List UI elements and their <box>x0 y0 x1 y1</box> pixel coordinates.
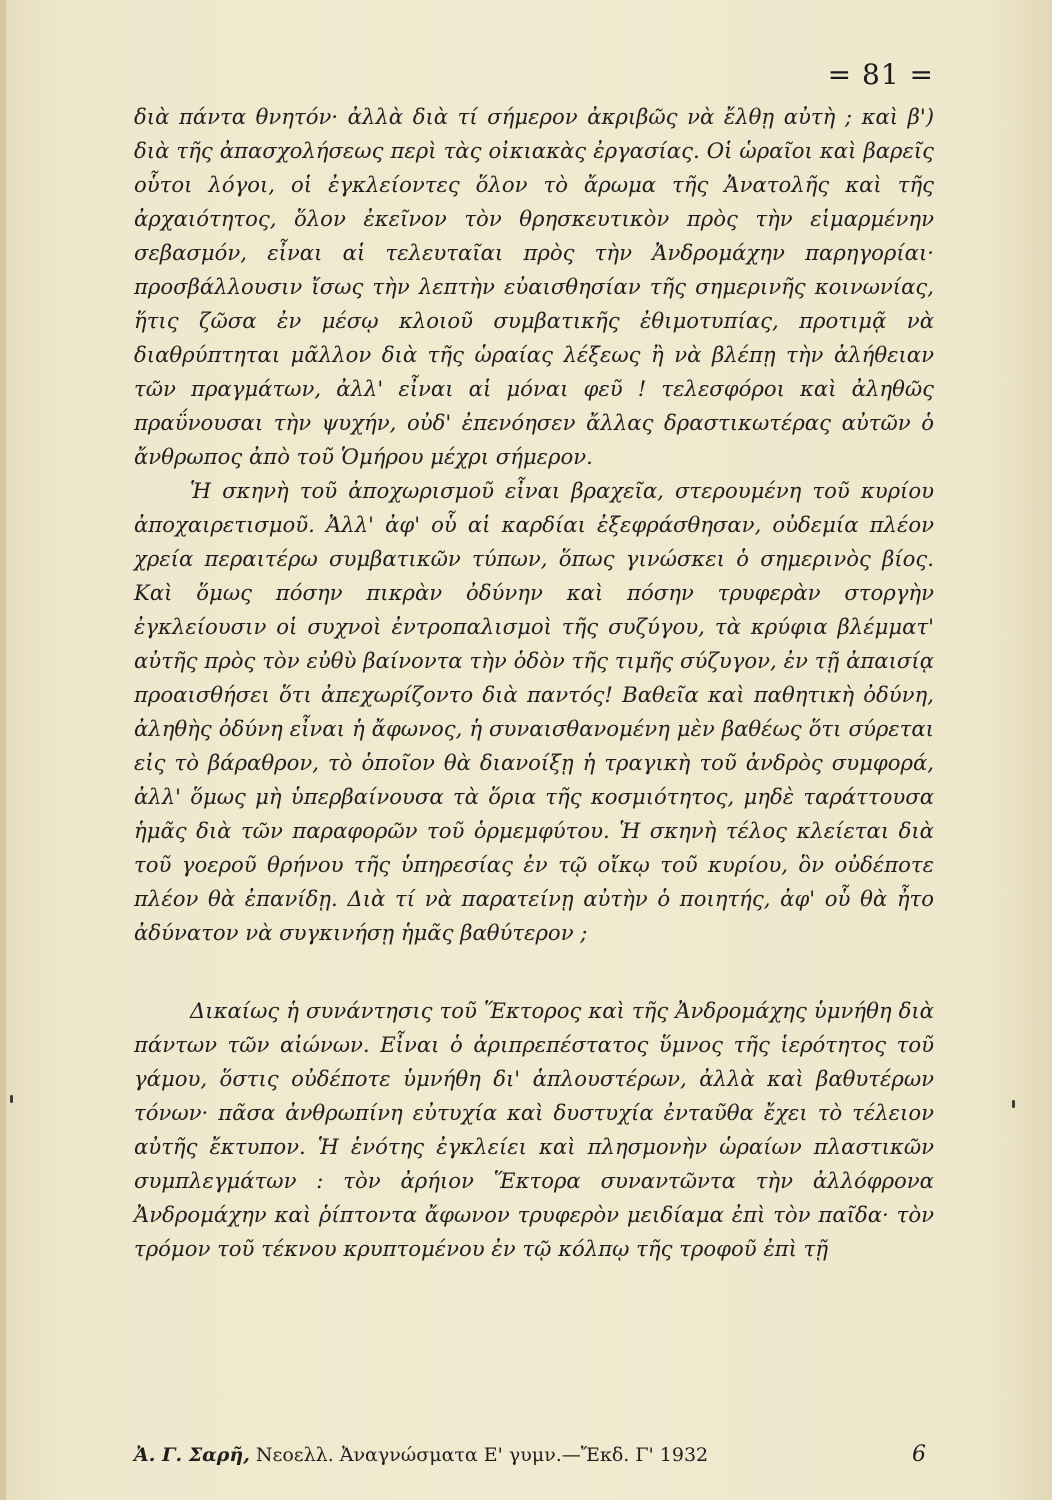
footer <box>134 1442 930 1467</box>
footer-reference <box>134 1444 708 1466</box>
scan-mark <box>10 1095 13 1103</box>
footer-book: Νεοελλ. Ἀναγνώσματα Ε' γυμν.—Ἔκδ. Γ' 1932 <box>255 1444 709 1466</box>
page-number: = 81 = <box>827 58 934 91</box>
footer-author: Ἀ. Γ. Σαρῆ, <box>134 1444 250 1466</box>
paragraph: Δικαίως ἡ συνάντησις τοῦ Ἕκτορος καὶ τῆς Ἀνδρομάχης ὑμνήθη διὰ πάντων τῶν αἰώνων. Εἶναι ὁ ἀριπρεπέστατος ὕμνος τῆς ἱερότητος τοῦ γάμου, ὅστις οὐδέποτε ὑμνήθη δι' ἁπλουστέρων, ἀλλὰ καὶ βαθυτέρων τόνων· πᾶσα ἀνθρωπίνη εὐτυχία καὶ δυστυχία ἐνταῦθα ἔχει τὸ τέλειον αὐτῆς ἔκτυπον. Ἡ ἑνότης ἐγκλείει καὶ πλησμονὴν ὡραίων πλαστικῶν συμπλεγμάτων : τὸν ἀρήιον Ἕκτορα συναντῶντα τὴν ἀλλόφρονα Ἀνδρομάχην καὶ ῥίπτοντα ἄφωνον τρυφερὸν μειδίαμα ἐπὶ τὸν παῖδα· τὸν τρόμον τοῦ τέκνου κρυπτομένου ἐν τῷ κόλπῳ τῆς τροφοῦ ἐπὶ τῇ <box>134 998 934 1261</box>
paragraph: διὰ πάντα θνητόν· ἀλλὰ διὰ τί σήμερον ἀκριβῶς νὰ ἔλθῃ αὐτὴ ; καὶ β') διὰ τῆς ἀπασχολήσεως περὶ τὰς οἰκιακὰς ἐργασίας. Οἱ ὡραῖοι καὶ βαρεῖς οὗτοι λόγοι, οἱ ἐγκλείοντες ὅλον τὸ ἄρωμα τῆς Ἀνατολῆς καὶ τῆς ἀρχαιότητος, ὅλον ἐκεῖνον τὸν θρησκευτικὸν πρὸς τὴν εἱμαρμένην σεβασμόν, εἶναι αἱ τελευταῖαι πρὸς τὴν Ἀνδρομάχην παρηγορίαι· προσβάλλουσιν ἴσως τὴν λεπτὴν εὐαισθησίαν τῆς σημερινῆς κοινωνίας, ἥτις ζῶσα ἐν μέσῳ κλοιοῦ συμβατικῆς ἐθιμοτυπίας, προτιμᾷ νὰ διαθρύπτηται μᾶλλον διὰ τῆς ὡραίας λέξεως ἢ νὰ βλέπῃ τὴν ἀλήθειαν τῶν πραγμάτων, ἀλλ' εἶναι αἱ μόναι φεῦ ! τελεσφόροι καὶ ἀληθῶς πραΰνουσαι τὴν ψυχήν, οὐδ' ἐπενόησεν ἄλλας δραστικωτέρας αὐτῶν ὁ ἄνθρωπος ἀπὸ τοῦ Ὁμήρου μέχρι σήμερον. <box>134 104 934 469</box>
body-text <box>134 100 934 1266</box>
signature-mark: 6 <box>912 1442 926 1467</box>
paragraph: Ἡ σκηνὴ τοῦ ἀποχωρισμοῦ εἶναι βραχεῖα, στερουμένη τοῦ κυρίου ἀποχαιρετισμοῦ. Ἀλλ' ἀφ' οὗ αἱ καρδίαι ἐξεφράσθησαν, οὐδεμία πλέον χρεία περαιτέρω συμβατικῶν τύπων, ὅπως γινώσκει ὁ σημερινὸς βίος. Καὶ ὅμως πόσην πικρὰν ὀδύνην καὶ πόσην τρυφερὰν στοργὴν ἐγκλείουσιν οἱ συχνοὶ ἐντροπαλισμοὶ τῆς συζύγου, τὰ κρύφια βλέμματ' αὐτῆς πρὸς τὸν εὐθὺ βαίνοντα τὴν ὁδὸν τῆς τιμῆς σύζυγον, ἐν τῇ ἀπαισίᾳ προαισθήσει ὅτι ἀπεχωρίζοντο διὰ παντός! Βαθεῖα καὶ παθητικὴ ὀδύνη, ἀληθὴς ὀδύνη εἶναι ἡ ἄφωνος, ἡ συναισθανομένη μὲν βαθέως ὅτι σύρεται εἰς τὸ βάραθρον, τὸ ὁποῖον θὰ διανοίξῃ ἡ τραγικὴ τοῦ ἀνδρὸς συμφορά, ἀλλ' ὅμως μὴ ὑπερβαίνουσα τὰ ὅρια τῆς κοσμιότητος, μηδὲ ταράττουσα ἡμᾶς διὰ τῶν παραφορῶν τοῦ ὁρμεμφύτου. Ἡ σκηνὴ τέλος κλείεται διὰ τοῦ γοεροῦ θρήνου τῆς ὑπηρεσίας ἐν τῷ οἴκῳ τοῦ κυρίου, ὃν οὐδέποτε πλέον θὰ ἐπανίδῃ. Διὰ τί νὰ παρατείνῃ αὐτὴν ὁ ποιητής, ἀφ' οὗ θὰ ἦτο ἀδύνατον νὰ συγκινήσῃ ἡμᾶς βαθύτερον ; <box>134 478 934 945</box>
scan-mark <box>1012 1100 1015 1108</box>
